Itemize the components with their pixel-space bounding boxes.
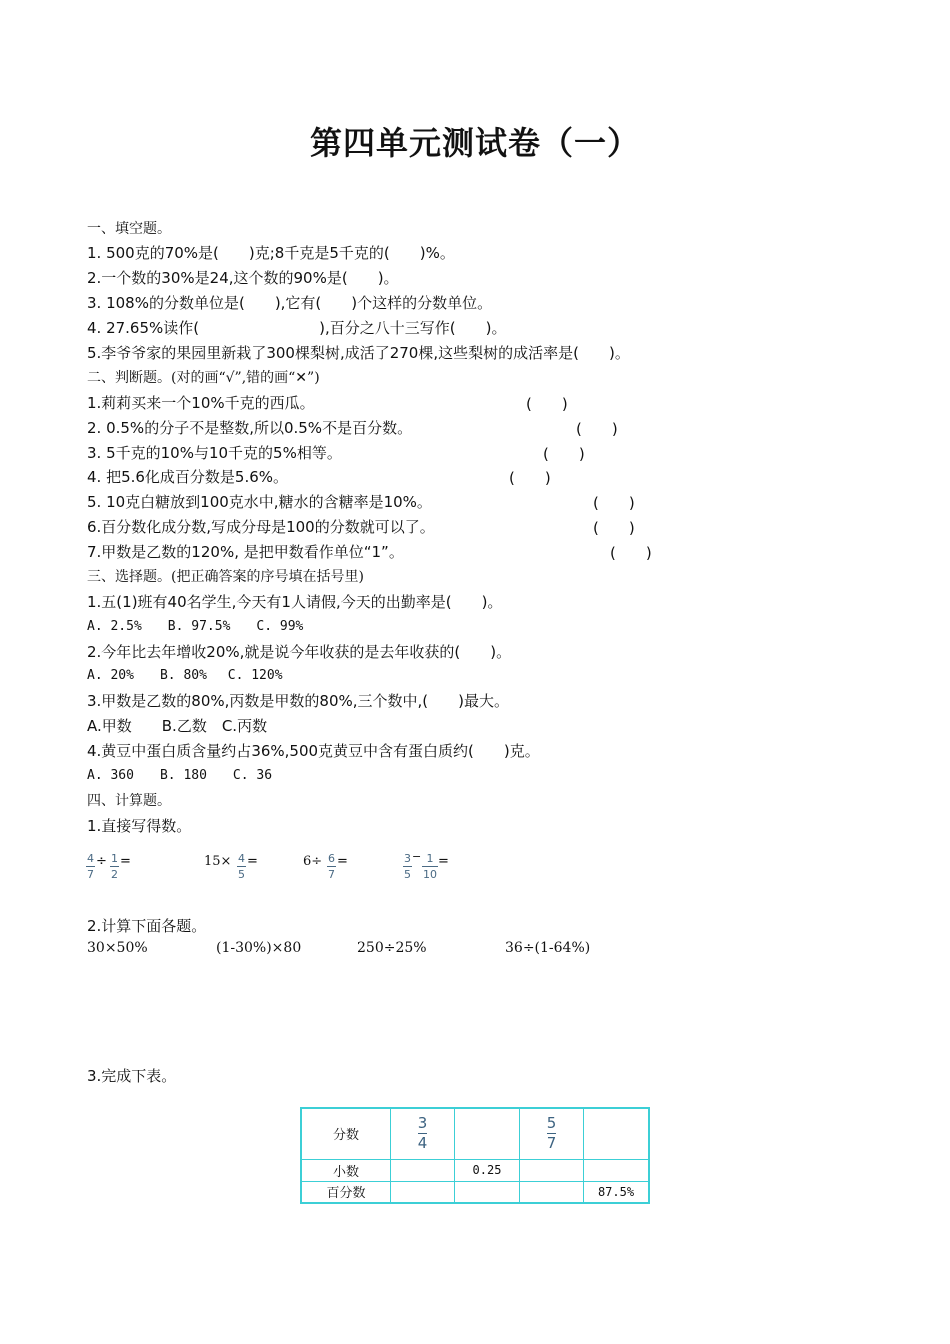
direct-calc-expression: 3 5 − 1 10 = xyxy=(404,850,449,881)
table-cell xyxy=(520,1108,584,1159)
section-heading-fill: 一、填空题。 xyxy=(87,221,171,237)
table-cell xyxy=(391,1159,455,1181)
row-label: 百分数 xyxy=(301,1181,391,1203)
table-cell xyxy=(584,1108,650,1159)
answer-paren: ( ) xyxy=(526,395,568,413)
fill-item: 1. 500克的70%是( )克;8千克是5千克的( )%。 xyxy=(87,244,455,262)
fraction: 3 5 xyxy=(404,852,411,881)
section-heading-choice: 三、选择题。(把正确答案的序号填在括号里) xyxy=(87,569,364,585)
fraction: 1 2 xyxy=(111,852,118,881)
table-cell xyxy=(520,1181,584,1203)
calc-problem: (1-30%)×80 xyxy=(216,940,302,956)
table-cell: 87.5% xyxy=(584,1181,650,1203)
section-heading-calc: 四、计算题。 xyxy=(87,793,171,809)
calc-problem: 250÷25% xyxy=(357,940,427,956)
table-cell xyxy=(391,1181,455,1203)
fill-item: 2.一个数的30%是24,这个数的90%是( )。 xyxy=(87,269,399,287)
choice-options: A. 360 B. 180 C. 36 xyxy=(87,768,273,783)
table-cell: 0.25 xyxy=(455,1159,520,1181)
fraction: $\frac{3}{4}$ xyxy=(417,1114,428,1153)
table-cell xyxy=(455,1108,520,1159)
answer-paren: ( ) xyxy=(593,519,635,537)
answer-paren: ( ) xyxy=(593,494,635,512)
choice-question: 4.黄豆中蛋白质含量约占36%,500克黄豆中含有蛋白质约( )克。 xyxy=(87,742,540,760)
table-cell xyxy=(391,1108,455,1159)
judge-item: 7.甲数是乙数的120%, 是把甲数看作单位“1”。 xyxy=(87,543,404,561)
answer-paren: ( ) xyxy=(509,469,551,487)
row-label: 小数 xyxy=(301,1159,391,1181)
choice-options: A. 2.5% B. 97.5% C. 99% xyxy=(87,619,304,634)
calc-problem: 36÷(1-64%) xyxy=(505,940,591,956)
judge-item: 6.百分数化成分数,写成分母是100的分数就可以了。 xyxy=(87,518,435,536)
row-label: 分数 xyxy=(301,1108,391,1159)
choice-question: 1.五(1)班有40名学生,今天有1人请假,今天的出勤率是( )。 xyxy=(87,593,503,611)
page-title: 第四单元测试卷（一） xyxy=(309,124,640,162)
fraction: 4 5 xyxy=(238,852,245,881)
direct-calc-expression: 15× 4 5 = xyxy=(204,852,258,881)
table-row-decimal xyxy=(301,1159,649,1181)
table-row-fraction xyxy=(301,1108,649,1159)
choice-options: A. 20% B. 80% C. 120% xyxy=(87,668,283,683)
calc-subheading: 2.计算下面各题。 xyxy=(87,917,207,935)
judge-item: 3. 5千克的10%与10千克的5%相等。 xyxy=(87,444,342,462)
answer-paren: ( ) xyxy=(610,544,652,562)
calc-problem: 30×50% xyxy=(87,940,148,956)
choice-options: A.甲数 B.乙数 C.丙数 xyxy=(87,717,268,735)
table-row-percent xyxy=(301,1181,649,1203)
conversion-table xyxy=(300,1107,650,1204)
direct-calc-expression: 6÷ 6 7 = xyxy=(303,852,348,881)
choice-question: 2.今年比去年增收20%,就是说今年收获的是去年收获的( )。 xyxy=(87,643,512,661)
judge-item: 4. 把5.6化成百分数是5.6%。 xyxy=(87,468,289,486)
fill-item: 4. 27.65%读作( ),百分之八十三写作( )。 xyxy=(87,319,507,337)
judge-item: 1.莉莉买来一个10%千克的西瓜。 xyxy=(87,394,315,412)
answer-paren: ( ) xyxy=(543,445,585,463)
choice-question: 3.甲数是乙数的80%,丙数是甲数的80%,三个数中,( )最大。 xyxy=(87,692,510,710)
fill-item: 5.李爷爷家的果园里新栽了300棵梨树,成活了270棵,这些梨树的成活率是( )。 xyxy=(87,344,630,362)
section-heading-judge: 二、判断题。(对的画“√”,错的画“✕”) xyxy=(87,370,320,386)
table-cell xyxy=(520,1159,584,1181)
direct-calc-expression: 4 7 ÷ 1 2 = xyxy=(87,852,131,881)
calc-subheading: 1.直接写得数。 xyxy=(87,817,192,835)
answer-paren: ( ) xyxy=(576,420,618,438)
fraction: $\frac{5}{7}$ xyxy=(546,1114,557,1153)
judge-item: 2. 0.5%的分子不是整数,所以0.5%不是百分数。 xyxy=(87,419,413,437)
table-cell xyxy=(455,1181,520,1203)
table-cell xyxy=(584,1159,650,1181)
fill-item: 3. 108%的分数单位是( ),它有( )个这样的分数单位。 xyxy=(87,294,493,312)
fraction: 6 7 xyxy=(328,852,335,881)
fraction: 4 7 xyxy=(87,852,94,881)
calc-subheading: 3.完成下表。 xyxy=(87,1067,177,1085)
judge-item: 5. 10克白糖放到100克水中,糖水的含糖率是10%。 xyxy=(87,493,432,511)
fraction: 1 10 xyxy=(423,852,437,881)
